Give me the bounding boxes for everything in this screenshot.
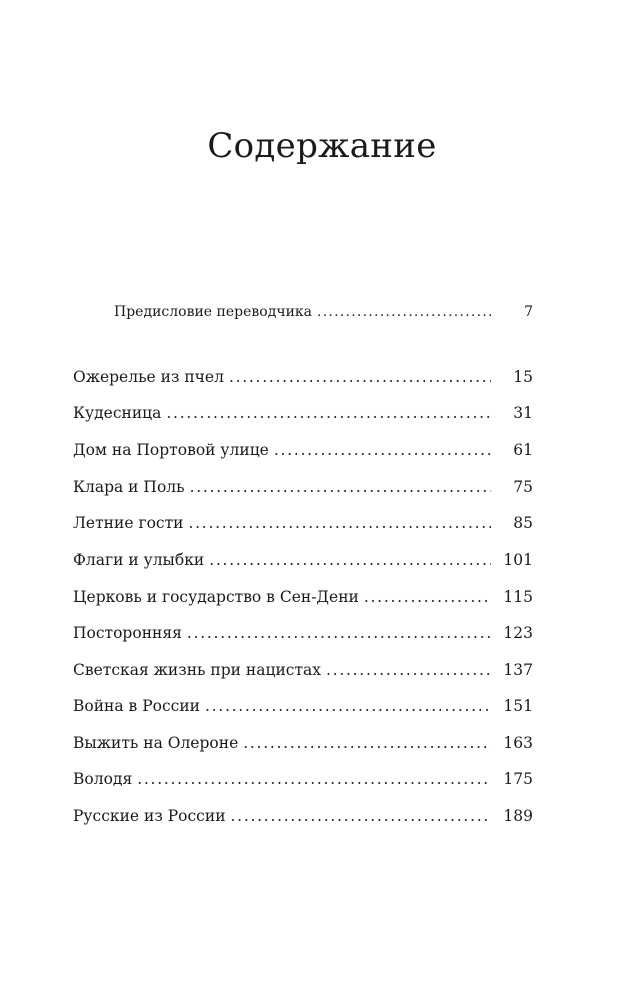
dot-leader <box>364 586 491 608</box>
toc-entry[interactable] <box>73 512 533 534</box>
toc-entry-title: Посторонняя <box>73 624 182 642</box>
dot-leader <box>188 512 491 534</box>
dot-leader <box>274 439 491 461</box>
toc-entry[interactable] <box>73 805 533 827</box>
toc-entry-page: 31 <box>513 404 533 422</box>
toc-entry-page: 101 <box>503 551 533 569</box>
dot-leader <box>209 549 491 571</box>
toc-entry[interactable] <box>73 768 533 790</box>
toc-entry-title: Война в России <box>73 697 200 715</box>
toc-entry-preface[interactable] <box>114 301 533 323</box>
toc-entry[interactable] <box>73 586 533 608</box>
toc-entry-page: 175 <box>503 770 533 788</box>
toc-entry[interactable] <box>73 439 533 461</box>
toc-entry-page: 151 <box>503 697 533 715</box>
toc-entry-page: 85 <box>513 514 533 532</box>
toc-entry-page: 123 <box>503 624 533 642</box>
toc-entry-title: Кудесница <box>73 404 162 422</box>
toc-entry-title: Русские из России <box>73 807 226 825</box>
toc-entry[interactable] <box>73 549 533 571</box>
toc-entry-page: 61 <box>513 441 533 459</box>
page-title: Содержание <box>207 126 437 166</box>
dot-leader <box>231 805 491 827</box>
toc-entry-page: 7 <box>524 304 533 320</box>
toc-entry[interactable] <box>73 732 533 754</box>
toc-entry-page: 189 <box>503 807 533 825</box>
dot-leader <box>187 622 491 644</box>
toc-entry-title: Предисловие переводчика <box>114 304 312 320</box>
toc-entry[interactable] <box>73 622 533 644</box>
toc-entry[interactable] <box>73 659 533 681</box>
toc-entry-page: 15 <box>513 368 533 386</box>
toc-entry-title: Летние гости <box>73 514 184 532</box>
dot-leader <box>326 659 491 681</box>
toc-entry-title: Светская жизнь при нацистах <box>73 661 322 679</box>
dot-leader <box>190 476 491 498</box>
dot-leader <box>317 301 491 323</box>
toc-entry-title: Выжить на Олероне <box>73 734 239 752</box>
dot-leader <box>166 402 491 424</box>
toc-entry[interactable] <box>73 695 533 717</box>
toc-entry-page: 137 <box>503 661 533 679</box>
dot-leader <box>229 366 491 388</box>
dot-leader <box>137 768 491 790</box>
toc-entry-title: Церковь и государство в Сен-Дени <box>73 588 359 606</box>
toc-entry-title: Володя <box>73 770 133 788</box>
toc-entry-title: Флаги и улыбки <box>73 551 205 569</box>
toc-entry-title: Дом на Портовой улице <box>73 441 269 459</box>
toc-entry[interactable] <box>73 402 533 424</box>
toc-entry[interactable] <box>73 476 533 498</box>
dot-leader <box>243 732 491 754</box>
toc-entry-page: 75 <box>513 478 533 496</box>
toc-entry-page: 115 <box>503 588 533 606</box>
toc-entry-title: Клара и Поль <box>73 478 185 496</box>
toc-entry-title: Ожерелье из пчел <box>73 368 224 386</box>
toc-entry[interactable] <box>73 366 533 388</box>
toc-entry-page: 163 <box>503 734 533 752</box>
dot-leader <box>205 695 491 717</box>
